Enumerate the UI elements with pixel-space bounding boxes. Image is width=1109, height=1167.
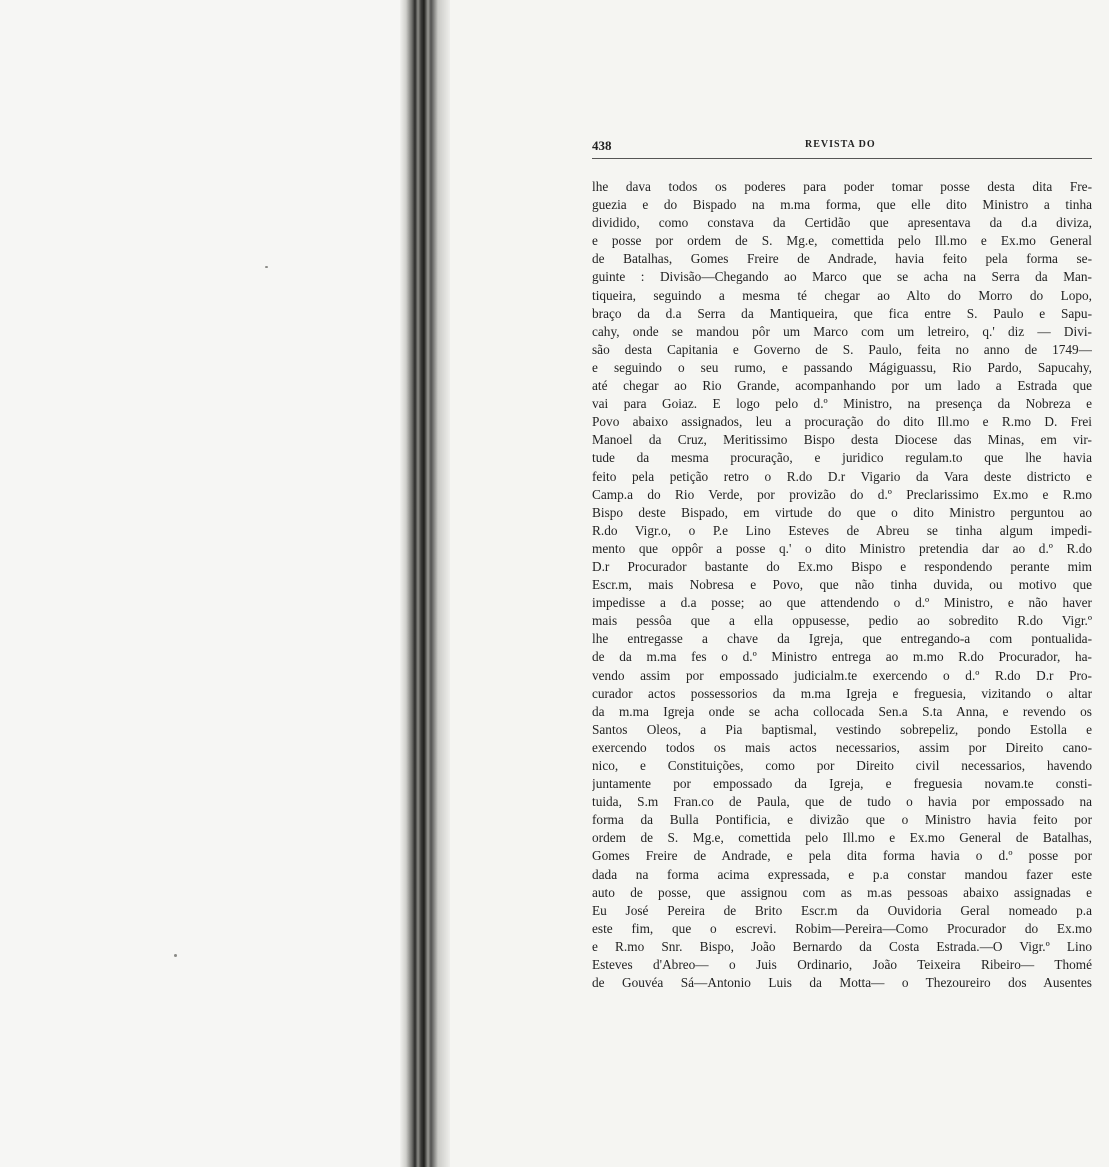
text-line: tuida, S.m Fran.co de Paula, que de tudo o havia por empossado na bbox=[592, 794, 1092, 810]
running-title: REVISTA DO bbox=[805, 139, 876, 150]
speck-mark bbox=[265, 266, 268, 268]
text-line: cahy, onde se mandou pôr um Marco com um letreiro, q.' diz — Divi- bbox=[592, 323, 1092, 339]
text-line: Escr.m, mais Nobresa e Povo, que não tinha duvida, ou motivo que bbox=[592, 577, 1092, 593]
text-line: Povo abaixo assignados, leu a procuração do dito Ill.mo e R.mo D. Frei bbox=[592, 414, 1092, 430]
text-line: vendo assim por empossado judicialm.te exercendo o d.º R.do D.r Pro- bbox=[592, 667, 1092, 683]
text-line: Camp.a do Rio Verde, por provizão do d.º Preclarissimo Ex.mo e R.mo bbox=[592, 486, 1092, 502]
text-line: tiqueira, seguindo a mesma té chegar ao Alto do Morro do Lopo, bbox=[592, 287, 1092, 303]
text-line: auto de posse, que assignou com as m.as pessoas abaixo assignadas e bbox=[592, 884, 1092, 900]
text-line: vai para Goiaz. E logo pelo d.º Ministro, na presença da Nobreza e bbox=[592, 396, 1092, 412]
page-number: 438 bbox=[592, 138, 612, 153]
text-line: e seguindo o seu rumo, e passando Mágiguassu, Rio Pardo, Sapucahy, bbox=[592, 359, 1092, 375]
text-line: de Gouvéa Sá—Antonio Luis da Motta— o Thezoureiro dos Ausentes bbox=[592, 975, 1092, 991]
text-line: ordem de S. Mg.e, comettida pelo Ill.mo e Ex.mo General de Batalhas, bbox=[592, 830, 1092, 846]
text-line: braço da d.a Serra da Mantiqueira, que fica entre S. Paulo e Sapu- bbox=[592, 305, 1092, 321]
text-line: de Batalhas, Gomes Freire de Andrade, havia feito pela forma se- bbox=[592, 251, 1092, 267]
text-line: feito pela petição retro o R.do D.r Vigario da Vara deste districto e bbox=[592, 468, 1092, 484]
text-line: até chegar ao Rio Grande, acompanhando por um lado a Estrada que bbox=[592, 378, 1092, 394]
text-line: nico, e Constituições, como por Direito civil necessarios, havendo bbox=[592, 758, 1092, 773]
text-line: da m.ma Igreja onde se acha collocada Sen.a S.ta Anna, e revendo os bbox=[592, 703, 1092, 719]
text-line: tude da mesma procuração, e juridico regulam.to que lhe havia bbox=[592, 450, 1092, 466]
body-text bbox=[592, 178, 1092, 992]
text-line: Esteves d'Abreo— o Juis Ordinario, João Teixeira Ribeiro— Thomé bbox=[592, 957, 1092, 973]
book-gutter bbox=[400, 0, 450, 1167]
text-line: de da m.ma fes o d.º Ministro entrega ao m.mo R.do Procurador, ha- bbox=[592, 649, 1092, 665]
text-line: mais pessôa que a ella oppusesse, pedio ao sobredito R.do Vigr.º bbox=[592, 613, 1092, 629]
text-line: este fim, que o escrevi. Robim—Pereira—Como Procurador do Ex.mo bbox=[592, 920, 1092, 936]
text-line: D.r Procurador bastante do Ex.mo Bispo e respondendo perante mim bbox=[592, 558, 1092, 574]
text-line: Manoel da Cruz, Meritissimo Bispo desta Diocese das Minas, em vir- bbox=[592, 432, 1092, 448]
page-header bbox=[592, 138, 1092, 156]
text-line: forma da Bulla Pontificia, e divizão que o Ministro havia feito por bbox=[592, 812, 1092, 828]
text-line: e R.mo Snr. Bispo, João Bernardo da Costa Estrada.—O Vigr.º Lino bbox=[592, 938, 1092, 954]
text-line: e posse por ordem de S. Mg.e, comettida pelo Ill.mo e Ex.mo General bbox=[592, 233, 1092, 249]
text-line: exercendo todos os mais actos necessarios, assim por Direito cano- bbox=[592, 739, 1092, 755]
text-line: lhe dava todos os poderes para poder tomar posse desta dita Fre- bbox=[592, 179, 1092, 194]
text-line: guinte : Divisão—Chegando ao Marco que se acha na Serra da Man- bbox=[592, 269, 1092, 285]
left-page bbox=[0, 0, 412, 1167]
text-line: dividido, como constava da Certidão que apresentava da d.a diviza, bbox=[592, 215, 1092, 231]
text-line: mento que oppôr a posse q.' o dito Ministro pretendia dar ao d.º R.do bbox=[592, 540, 1092, 556]
text-line: juntamente por empossado da Igreja, e freguesia novam.te consti- bbox=[592, 776, 1092, 792]
text-line: dada na forma acima expressada, e p.a constar mandou fazer este bbox=[592, 866, 1092, 882]
text-line: impedisse a d.a posse; ao que attendendo o d.º Ministro, e não haver bbox=[592, 595, 1092, 611]
text-line: Eu José Pereira de Brito Escr.m da Ouvidoria Geral nomeado p.a bbox=[592, 902, 1092, 918]
text-line: Santos Oleos, a Pia baptismal, vestindo sobrepeliz, pondo Estolla e bbox=[592, 721, 1092, 737]
text-line: lhe entregasse a chave da Igreja, que entregando-a com pontualida- bbox=[592, 631, 1092, 647]
text-line: Bispo deste Bispado, em virtude do que o dito Ministro perguntou ao bbox=[592, 504, 1092, 520]
text-line: curador actos possessorios da m.ma Igreja e freguesia, vizitando o altar bbox=[592, 685, 1092, 701]
text-line: são desta Capitania e Governo de S. Paulo, feita no anno de 1749— bbox=[592, 341, 1092, 357]
speck-mark bbox=[174, 954, 177, 957]
header-rule bbox=[592, 158, 1092, 159]
text-line: Gomes Freire de Andrade, e pela dita forma havia o d.º posse por bbox=[592, 848, 1092, 864]
text-line: guezia e do Bispado na m.ma forma, que elle dito Ministro a tinha bbox=[592, 197, 1092, 213]
text-line: R.do Vigr.o, o P.e Lino Esteves de Abreu se tinha algum impedi- bbox=[592, 522, 1092, 538]
